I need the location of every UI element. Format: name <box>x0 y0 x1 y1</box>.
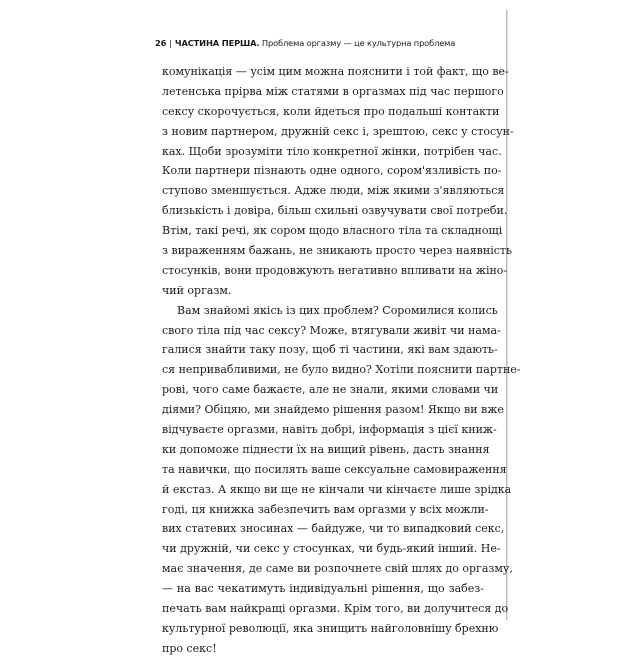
text-line: культурної революції, яка знищить найголовнішу брехню <box>162 621 499 635</box>
running-head <box>155 38 495 48</box>
text-line: — на вас чекатимуть індивідуальні рішення, що забез- <box>162 582 484 596</box>
text-line: з новим партнером, дружній секс і, зрештою, секс у стосун- <box>162 124 514 138</box>
text-line: відчуваєте оргазми, навіть добрі, інформація з цієї книж- <box>162 423 497 437</box>
paragraph <box>162 62 514 301</box>
text-line: та навички, що посилять ваше сексуальне самовираження <box>162 462 507 476</box>
text-line: свого тіла під час сексу? Може, втягували живіт чи нама- <box>162 323 501 337</box>
running-head-separator: | <box>169 38 172 48</box>
text-line: летенська прірва між статями в оргазмах під час першого <box>162 84 504 98</box>
text-line: з вираженням бажань, не зникають просто через наявність <box>162 244 512 258</box>
text-line: Втім, такі речі, як сором щодо власного тіла та складнощі <box>162 224 503 238</box>
text-line: вих статевих зносинах — байдуже, чи то випадковий секс, <box>162 522 505 536</box>
text-line: годі, ця книжка забезпечить вам оргазми у всіх можли- <box>162 502 489 516</box>
paragraph <box>162 301 521 659</box>
text-line: Вам знайомі якісь із цих проблем? Соромилися колись <box>177 303 498 317</box>
text-line: печать вам найкращі оргазми. Крім того, ви долучитеся до <box>162 602 509 616</box>
page-number: 26 <box>155 38 167 48</box>
text-line: діями? Обіцяю, ми знайдемо рішення разом! Якщо ви вже <box>162 403 504 417</box>
part-title: ЧАСТИНА ПЕРША. <box>174 38 260 48</box>
text-line: близькість і довіра, більш схильні озвучувати свої потреби. <box>162 204 508 218</box>
text-line: стосунків, вони продовжують негативно впливати на жіно- <box>162 263 508 277</box>
text-line: ступово зменшується. Адже люди, між якими з'являються <box>162 184 505 198</box>
text-line: чий оргазм. <box>162 283 232 297</box>
chapter-title: Проблема оргазму — це культурна проблема <box>261 38 456 48</box>
text-line: Коли партнери пізнають одне одного, сором'язливість по- <box>162 164 502 178</box>
body-text <box>162 62 521 659</box>
text-line: ки допоможе піднести їх на вищий рівень, дасть знання <box>162 442 490 456</box>
text-line: має значення, де саме ви розпочнете свій шлях до оргазму, <box>162 562 513 576</box>
text-line: про секс! <box>162 641 217 655</box>
text-line: рові, чого саме бажаєте, але не знали, якими словами чи <box>162 383 499 397</box>
text-line: комунікація — усім цим можна пояснити і той факт, що ве- <box>162 65 509 78</box>
text-line: чи дружній, чи секс у стосунках, чи будь-який інший. Не- <box>162 542 501 556</box>
text-line: й екстаз. А якщо ви ще не кінчали чи кінчаєте лише зрідка <box>162 482 512 496</box>
text-line: сексу скорочується, коли йдеться про подальші контакти <box>162 104 500 118</box>
text-line: ся непривабливими, не було видно? Хотіли пояснити партне- <box>162 363 521 377</box>
text-line: ках. Щоби зрозуміти тіло конкретної жінки, потрібен час. <box>162 144 502 158</box>
text-line: галися знайти таку позу, щоб ті частини, які вам здають- <box>162 343 498 357</box>
